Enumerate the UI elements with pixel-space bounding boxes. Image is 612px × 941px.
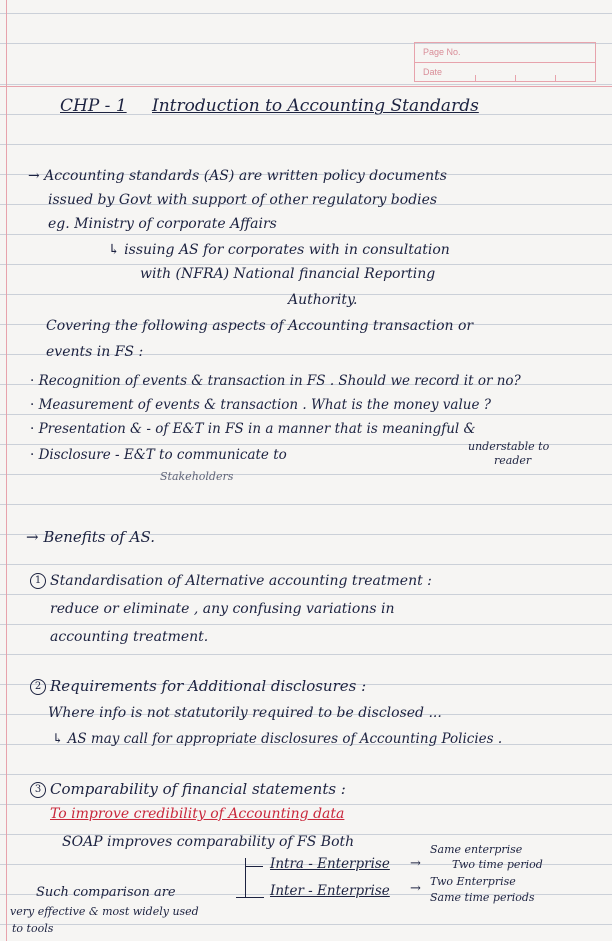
page-date-box	[414, 42, 596, 82]
aspect-item	[30, 421, 476, 437]
intra-note-1: Same enterprise	[430, 843, 523, 856]
point-1-heading	[30, 573, 432, 589]
bullet-icon: ·	[30, 447, 35, 463]
point-2-line-2: ↳ AS may call for appropriate disclosures of Accounting Policies .	[52, 731, 503, 747]
point-2-line-1: Where info is not statutorily required to be disclosed ...	[48, 705, 442, 721]
intro-line-2: issued by Govt with support of other regulatory bodies	[48, 192, 438, 208]
intro-line-5: with (NFRA) National financial Reporting	[140, 266, 436, 282]
number-circle-icon: 1	[30, 573, 46, 589]
arrow-icon: →	[410, 856, 421, 871]
intra-note-2: Two time period	[452, 858, 543, 871]
bracket-line	[245, 858, 246, 898]
aspect-text: Presentation & - of E&T in FS in a manner that is meaningful &	[38, 421, 476, 437]
inter-enterprise: Inter - Enterprise	[270, 883, 390, 899]
bullet-icon: ·	[30, 397, 35, 413]
intro-line-3: eg. Ministry of corporate Affairs	[48, 216, 277, 232]
page-title: Introduction to Accounting Standards	[152, 96, 479, 116]
inter-note-2: Same time periods	[430, 891, 535, 904]
bracket-line	[245, 866, 263, 867]
aspect-text: Measurement of events & transaction . What is the money value ?	[38, 397, 491, 413]
aspect-text: Disclosure - E&T to communicate to	[38, 447, 287, 463]
footer-line-1: Such comparison are	[36, 885, 176, 900]
aspect-text: Recognition of events & transaction in FS . Should we record it or no?	[38, 373, 521, 389]
number-circle-icon: 3	[30, 782, 46, 798]
point-3-line-2: SOAP improves comparability of FS Both	[62, 834, 355, 850]
point-1-line-2: accounting treatment.	[50, 629, 209, 645]
number-circle-icon: 2	[30, 679, 46, 695]
aspect-item	[30, 397, 491, 413]
point-3-heading	[30, 780, 346, 798]
benefits-heading: → Benefits of AS.	[26, 528, 155, 546]
page-no-label: Page No.	[423, 47, 461, 57]
aspect-item	[30, 373, 521, 389]
aspect-item	[30, 447, 287, 463]
bullet-icon: ·	[30, 373, 35, 389]
point-2-heading	[30, 677, 366, 695]
intro-line-1: → Accounting standards (AS) are written policy documents	[28, 168, 447, 184]
point-3-line-1: To improve credibility of Accounting data	[50, 806, 345, 822]
point-3-heading-text: Comparability of financial statements :	[50, 780, 346, 798]
inter-note-1: Two Enterprise	[430, 875, 516, 888]
intro-line-6: Authority.	[288, 292, 358, 308]
chapter-number: CHP - 1	[60, 96, 127, 116]
footer-line-3: to tools	[12, 922, 54, 935]
date-label: Date	[423, 67, 443, 77]
intra-enterprise: Intra - Enterprise	[270, 856, 390, 872]
point-2-heading-text: Requirements for Additional disclosures :	[50, 677, 367, 695]
point-1-heading-text: Standardisation of Alternative accounting treatment :	[50, 573, 432, 589]
bracket-line	[236, 897, 264, 898]
arrow-icon: →	[410, 881, 421, 896]
note-understandable: understable to	[468, 440, 550, 453]
point-1-line-1: reduce or eliminate , any confusing variations in	[50, 601, 395, 617]
left-margin-line	[6, 0, 7, 941]
note-stakeholders: Stakeholders	[160, 470, 234, 483]
note-reader: reader	[494, 454, 532, 467]
footer-line-2: very effective & most widely used	[10, 905, 199, 918]
top-margin-line	[0, 86, 612, 87]
bullet-icon: ·	[30, 421, 35, 437]
intro-line-7: Covering the following aspects of Accounting transaction or	[46, 318, 474, 334]
intro-line-4: ↳ issuing AS for corporates with in consultation	[108, 242, 450, 258]
intro-line-8: events in FS :	[46, 344, 144, 360]
